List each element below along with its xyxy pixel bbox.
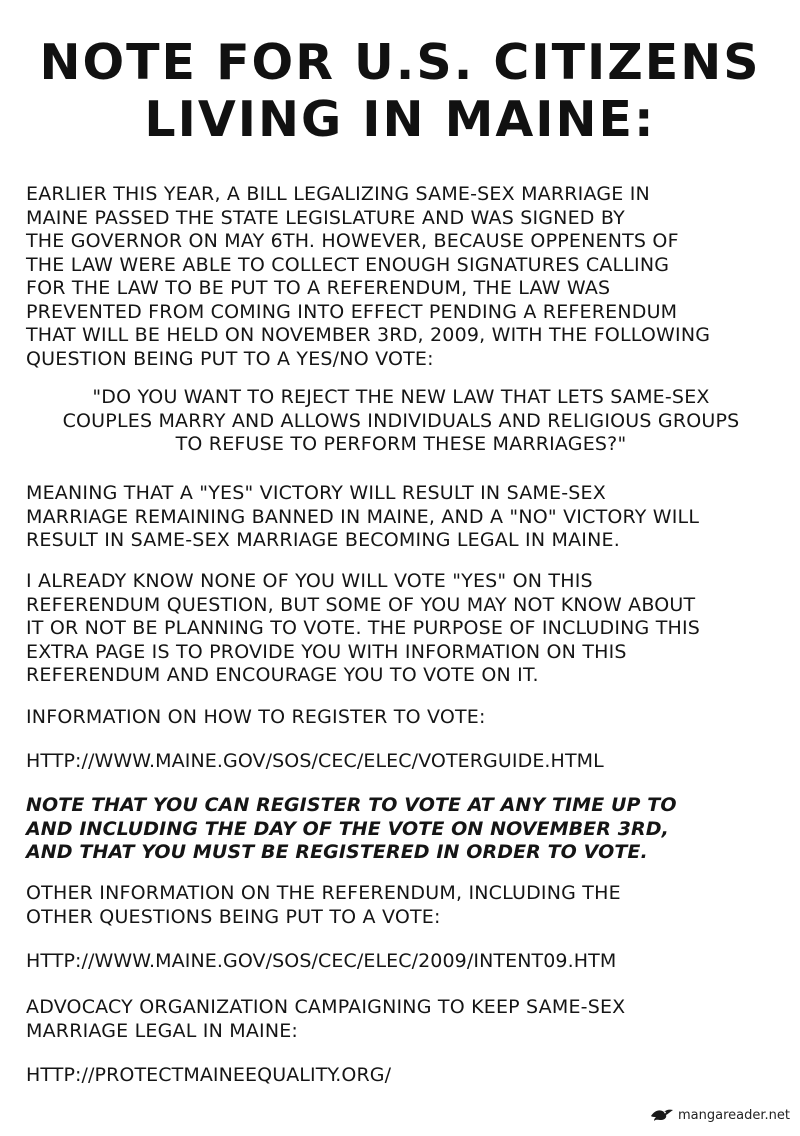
advocacy-url [26, 1064, 391, 1088]
text-line: ADVOCACY ORGANIZATION CAMPAIGNING TO KEEP SAME-SEX [26, 996, 626, 1018]
text-line: FOR THE LAW TO BE PUT TO A REFERENDUM, THE LAW WAS [26, 277, 611, 299]
url-text: HTTP://WWW.MAINE.GOV/SOS/CEC/ELEC/2009/INTENT09.HTM [26, 950, 617, 972]
meaning-paragraph [26, 482, 699, 553]
text-line: THE LAW WERE ABLE TO COLLECT ENOUGH SIGNATURES CALLING [26, 253, 670, 276]
text-line: THAT WILL BE HELD ON NOVEMBER 3RD, 2009, WITH THE FOLLOWING [26, 324, 711, 346]
purpose-paragraph [26, 570, 700, 688]
title-line: LIVING IN MAINE: [144, 91, 656, 148]
text-line: REFERENDUM AND ENCOURAGE YOU TO VOTE ON IT. [26, 664, 539, 686]
text-line: MARRIAGE LEGAL IN MAINE: [26, 1019, 299, 1042]
text-line: RESULT IN SAME-SEX MARRIAGE BECOMING LEGAL IN MAINE. [26, 529, 620, 551]
text-line: EXTRA PAGE IS TO PROVIDE YOU WITH INFORMATION ON THIS [26, 640, 627, 663]
intro-paragraph [26, 183, 710, 371]
other-info-heading [26, 882, 621, 929]
register-heading [26, 706, 486, 730]
url-text: HTTP://PROTECTMAINEEQUALITY.ORG/ [26, 1064, 392, 1086]
text-line: INFORMATION ON HOW TO REGISTER TO VOTE: [26, 706, 486, 728]
text-line: OTHER QUESTIONS BEING PUT TO A VOTE: [26, 905, 441, 928]
text-line: OTHER INFORMATION ON THE REFERENDUM, INCLUDING THE [26, 882, 621, 904]
text-line: PREVENTED FROM COMING INTO EFFECT PENDING A REFERENDUM [26, 300, 678, 323]
text-line: QUESTION BEING PUT TO A YES/NO VOTE: [26, 347, 434, 370]
page-title [20, 34, 780, 148]
url-text: HTTP://WWW.MAINE.GOV/SOS/CEC/ELEC/VOTERGUIDE.HTML [26, 750, 604, 772]
text-line: "DO YOU WANT TO REJECT THE NEW LAW THAT LETS SAME-SEX [92, 386, 710, 408]
text-line: REFERENDUM QUESTION, BUT SOME OF YOU MAY NOT KNOW ABOUT [26, 593, 696, 616]
watermark [650, 1104, 790, 1126]
text-line: COUPLES MARRY AND ALLOWS INDIVIDUALS AND RELIGIOUS GROUPS [62, 409, 740, 432]
text-line: IT OR NOT BE PLANNING TO VOTE. THE PURPOSE OF INCLUDING THIS [26, 617, 701, 639]
text-line: NOTE THAT YOU CAN REGISTER TO VOTE AT ANY TIME UP TO [26, 794, 677, 816]
register-url [26, 750, 604, 774]
text-line: MARRIAGE REMAINING BANNED IN MAINE, AND A "NO" VICTORY WILL [26, 505, 700, 528]
other-info-url [26, 950, 616, 974]
text-line: MAINE PASSED THE STATE LEGISLATURE AND WAS SIGNED BY [26, 206, 625, 229]
watermark-text: mangareader.net [678, 1107, 790, 1123]
registration-note [26, 794, 677, 865]
text-line: AND THAT YOU MUST BE REGISTERED IN ORDER TO VOTE. [26, 841, 648, 863]
text-line: AND INCLUDING THE DAY OF THE VOTE ON NOVEMBER 3RD, [26, 817, 669, 840]
text-line: EARLIER THIS YEAR, A BILL LEGALIZING SAME-SEX MARRIAGE IN [26, 183, 650, 205]
text-line: THE GOVERNOR ON MAY 6TH. HOWEVER, BECAUSE OPPENENTS OF [26, 230, 679, 252]
title-line: NOTE FOR U.S. CITIZENS [39, 34, 761, 91]
text-line: MEANING THAT A "YES" VICTORY WILL RESULT IN SAME-SEX [26, 482, 606, 504]
bird-logo-icon [650, 1107, 674, 1123]
text-line: TO REFUSE TO PERFORM THESE MARRIAGES?" [175, 433, 627, 455]
referendum-question [26, 386, 776, 457]
advocacy-heading [26, 996, 625, 1043]
text-line: I ALREADY KNOW NONE OF YOU WILL VOTE "YES" ON THIS [26, 570, 593, 592]
